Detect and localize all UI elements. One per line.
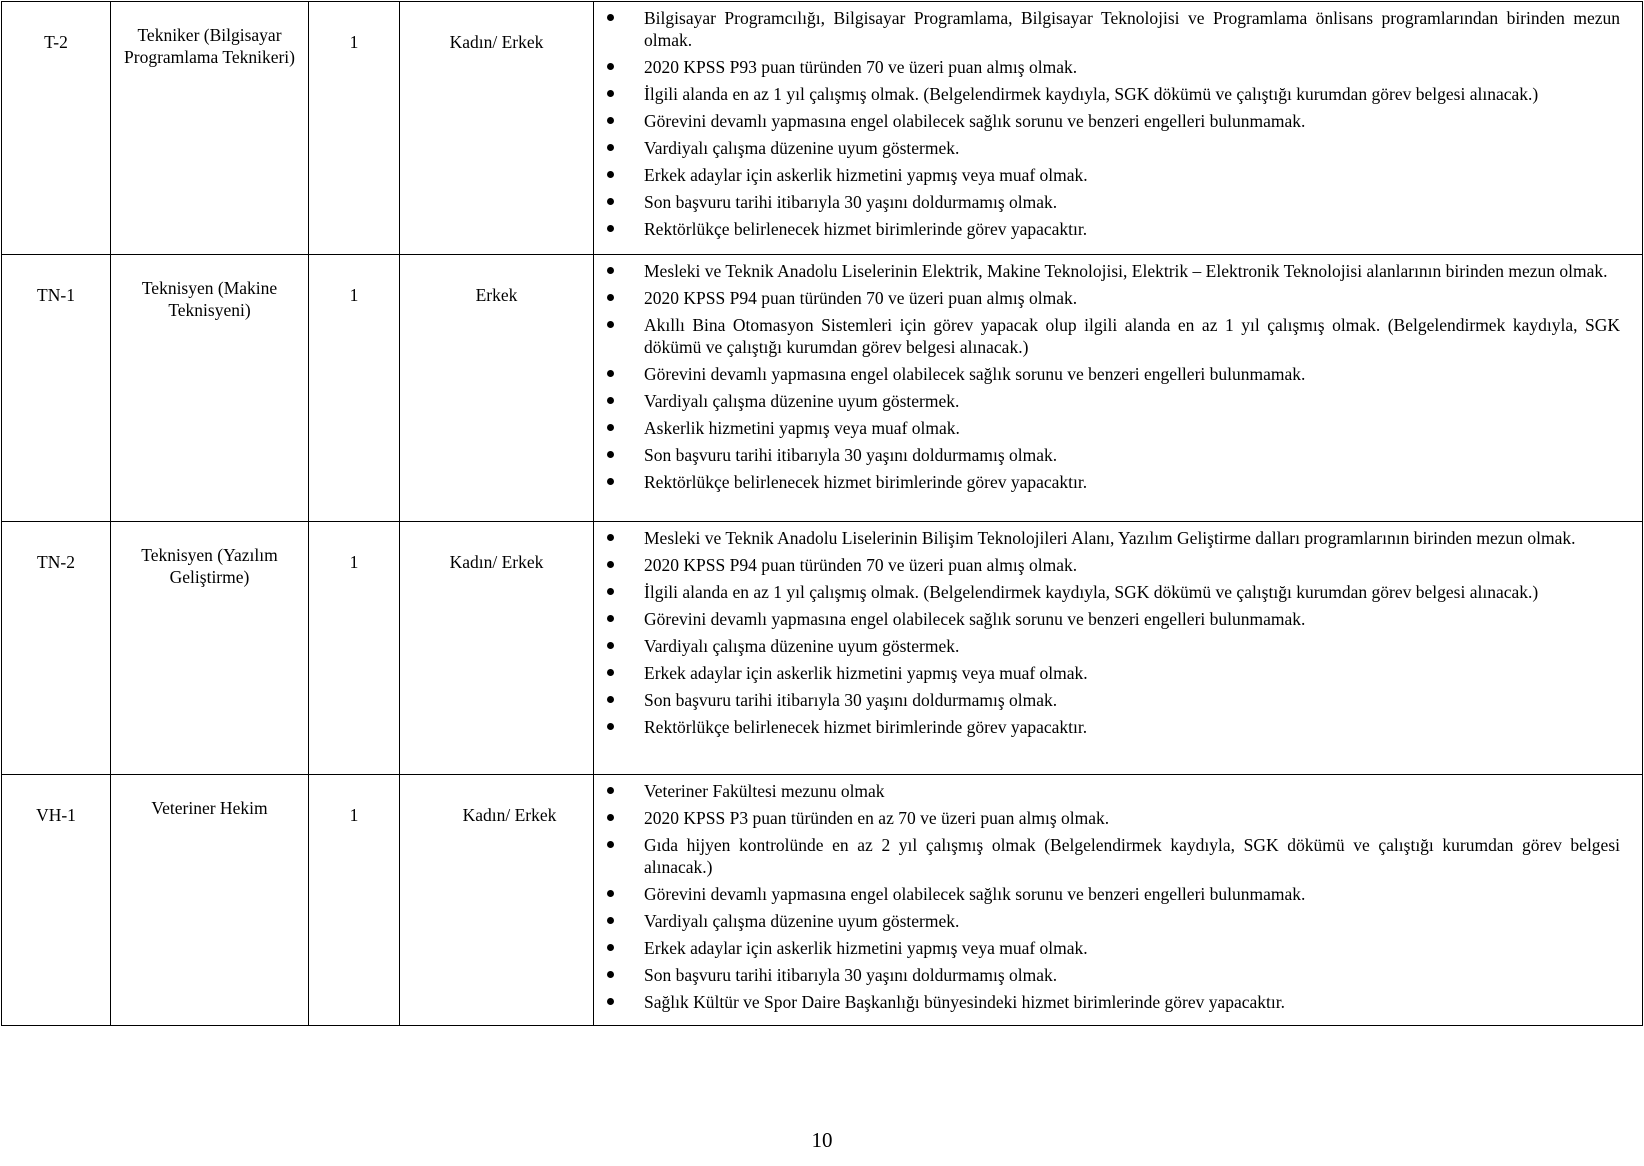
list-item (644, 191, 1620, 213)
bullet-icon (607, 642, 614, 649)
position-count-cell (309, 775, 400, 1026)
bullet-icon (607, 723, 614, 730)
position-code: TN-2 (37, 552, 75, 572)
requirement-text: Görevini devamlı yapmasına engel olabilecek sağlık sorunu ve benzeri engelleri bulunmamak. (644, 884, 1306, 904)
position-count: 1 (349, 805, 359, 825)
position-gender: Kadın/ Erkek (449, 32, 544, 52)
list-item (644, 137, 1620, 159)
position-title: Teknisyen (Makine Teknisyeni) (141, 278, 278, 320)
bullet-icon (607, 144, 614, 151)
position-code: VH-1 (36, 805, 76, 825)
requirements-cell (594, 522, 1643, 775)
requirement-text: Vardiyalı çalışma düzenine uyum göstermek. (644, 138, 960, 158)
bullet-icon (607, 225, 614, 232)
list-item (644, 218, 1620, 240)
table-row (2, 255, 1643, 522)
requirement-text: Erkek adaylar için askerlik hizmetini yapmış veya muaf olmak. (644, 663, 1088, 683)
position-title-cell (111, 2, 309, 255)
list-item (644, 689, 1620, 711)
table-row (2, 522, 1643, 775)
position-title: Teknisyen (Yazılım Geliştirme) (141, 545, 278, 587)
bullet-icon (607, 917, 614, 924)
list-item (644, 7, 1620, 51)
list-item (644, 581, 1620, 603)
requirement-text: 2020 KPSS P93 puan türünden 70 ve üzeri puan almış olmak. (644, 57, 1078, 77)
list-item (644, 527, 1620, 549)
list-item (644, 314, 1620, 358)
bullet-icon (607, 370, 614, 377)
page-number: 10 (811, 1128, 833, 1152)
position-title-cell (111, 522, 309, 775)
requirement-text: Görevini devamlı yapmasına engel olabilecek sağlık sorunu ve benzeri engelleri bulunmamak. (644, 609, 1306, 629)
bullet-icon (607, 321, 614, 328)
bullet-icon (607, 424, 614, 431)
requirements-list (594, 2, 1642, 244)
position-gender: Kadın/ Erkek (449, 552, 544, 572)
bullet-icon (607, 451, 614, 458)
requirements-list (594, 255, 1642, 497)
bullet-icon (607, 478, 614, 485)
bullet-icon (607, 588, 614, 595)
list-item (644, 287, 1620, 309)
requirement-text: Bilgisayar Programcılığı, Bilgisayar Programlama, Bilgisayar Teknolojisi ve Programlama önlisans programlarından birinden mezun olmak. (644, 8, 1620, 50)
list-item (644, 417, 1620, 439)
list-item (644, 910, 1620, 932)
list-item (644, 964, 1620, 986)
list-item (644, 554, 1620, 576)
requirements-cell (594, 255, 1643, 522)
bullet-icon (607, 294, 614, 301)
requirement-text: 2020 KPSS P94 puan türünden 70 ve üzeri puan almış olmak. (644, 288, 1078, 308)
requirement-text: Rektörlükçe belirlenecek hizmet birimlerinde görev yapacaktır. (644, 717, 1088, 737)
requirements-list (594, 775, 1642, 1017)
position-gender-cell (400, 775, 594, 1026)
requirement-text: Mesleki ve Teknik Anadolu Liselerinin Bilişim Teknolojileri Alanı, Yazılım Geliştirme dalları programlarının birinden mezun olmak. (644, 528, 1576, 548)
position-code-cell (2, 255, 111, 522)
list-item (644, 363, 1620, 385)
position-count-cell (309, 522, 400, 775)
requirement-text: Gıda hijyen kontrolünde en az 2 yıl çalışmış olmak (Belgelendirmek kaydıyla, SGK dökümü ve çalıştığı kurumdan görev belgesi alınacak.) (644, 835, 1620, 877)
requirement-text: 2020 KPSS P3 puan türünden en az 70 ve üzeri puan almış olmak. (644, 808, 1110, 828)
requirement-text: Mesleki ve Teknik Anadolu Liselerinin Elektrik, Makine Teknolojisi, Elektrik – Elektronik Teknolojisi alanlarının birinden mezun olmak. (644, 261, 1608, 281)
requirement-text: Son başvuru tarihi itibarıyla 30 yaşını doldurmamış olmak. (644, 965, 1058, 985)
position-count: 1 (349, 285, 359, 305)
bullet-icon (607, 90, 614, 97)
position-code: TN-1 (37, 285, 75, 305)
requirement-text: Vardiyalı çalışma düzenine uyum göstermek. (644, 391, 960, 411)
position-gender: Erkek (475, 285, 518, 305)
bullet-icon (607, 534, 614, 541)
requirement-text: Vardiyalı çalışma düzenine uyum göstermek. (644, 636, 960, 656)
bullet-icon (607, 397, 614, 404)
list-item (644, 807, 1620, 829)
position-title-cell (111, 255, 309, 522)
list-item (644, 937, 1620, 959)
requirement-text: Sağlık Kültür ve Spor Daire Başkanlığı bünyesindeki hizmet birimlerinde görev yapacaktır. (644, 992, 1286, 1012)
list-item (644, 260, 1620, 282)
position-title: Tekniker (Bilgisayar Programlama Teknikeri) (124, 25, 295, 67)
bullet-icon (607, 814, 614, 821)
bullet-icon (607, 267, 614, 274)
bullet-icon (607, 198, 614, 205)
list-item (644, 56, 1620, 78)
requirement-text: Veteriner Fakültesi mezunu olmak (644, 781, 885, 801)
list-item (644, 471, 1620, 493)
list-item (644, 991, 1620, 1013)
requirement-text: Görevini devamlı yapmasına engel olabilecek sağlık sorunu ve benzeri engelleri bulunmamak. (644, 364, 1306, 384)
position-code-cell (2, 2, 111, 255)
bullet-icon (607, 171, 614, 178)
position-count-cell (309, 255, 400, 522)
list-item (644, 716, 1620, 738)
bullet-icon (607, 841, 614, 848)
bullet-icon (607, 63, 614, 70)
bullet-icon (607, 998, 614, 1005)
bullet-icon (607, 971, 614, 978)
bullet-icon (607, 890, 614, 897)
requirement-text: Son başvuru tarihi itibarıyla 30 yaşını doldurmamış olmak. (644, 445, 1058, 465)
requirement-text: Erkek adaylar için askerlik hizmetini yapmış veya muaf olmak. (644, 938, 1088, 958)
requirement-text: Erkek adaylar için askerlik hizmetini yapmış veya muaf olmak. (644, 165, 1088, 185)
position-gender-cell (400, 255, 594, 522)
position-code: T-2 (44, 32, 68, 52)
requirement-text: Son başvuru tarihi itibarıyla 30 yaşını doldurmamış olmak. (644, 192, 1058, 212)
requirement-text: İlgili alanda en az 1 yıl çalışmış olmak. (Belgelendirmek kaydıyla, SGK dökümü ve çalıştığı kurumdan görev belgesi alınacak.) (644, 582, 1539, 602)
requirements-cell (594, 775, 1643, 1026)
bullet-icon (607, 787, 614, 794)
bullet-icon (607, 696, 614, 703)
list-item (644, 608, 1620, 630)
position-code-cell (2, 522, 111, 775)
list-item (644, 883, 1620, 905)
position-gender-cell (400, 522, 594, 775)
bullet-icon (607, 669, 614, 676)
table-row (2, 2, 1643, 255)
position-title-cell (111, 775, 309, 1026)
bullet-icon (607, 561, 614, 568)
requirement-text: İlgili alanda en az 1 yıl çalışmış olmak. (Belgelendirmek kaydıyla, SGK dökümü ve çalıştığı kurumdan görev belgesi alınacak.) (644, 84, 1539, 104)
bullet-icon (607, 14, 614, 21)
position-count-cell (309, 2, 400, 255)
requirements-cell (594, 2, 1643, 255)
list-item (644, 83, 1620, 105)
positions-table (1, 1, 1643, 1026)
bullet-icon (607, 615, 614, 622)
position-title: Veteriner Hekim (151, 798, 268, 818)
position-count: 1 (349, 552, 359, 572)
requirement-text: Rektörlükçe belirlenecek hizmet birimlerinde görev yapacaktır. (644, 472, 1088, 492)
requirement-text: Rektörlükçe belirlenecek hizmet birimlerinde görev yapacaktır. (644, 219, 1088, 239)
list-item (644, 780, 1620, 802)
list-item (644, 834, 1620, 878)
position-count: 1 (349, 32, 359, 52)
list-item (644, 635, 1620, 657)
bullet-icon (607, 944, 614, 951)
requirement-text: Son başvuru tarihi itibarıyla 30 yaşını doldurmamış olmak. (644, 690, 1058, 710)
list-item (644, 390, 1620, 412)
requirement-text: Askerlik hizmetini yapmış veya muaf olmak. (644, 418, 960, 438)
requirement-text: Vardiyalı çalışma düzenine uyum göstermek. (644, 911, 960, 931)
position-gender: Kadın/ Erkek (462, 805, 557, 825)
bullet-icon (607, 117, 614, 124)
requirement-text: Görevini devamlı yapmasına engel olabilecek sağlık sorunu ve benzeri engelleri bulunmamak. (644, 111, 1306, 131)
list-item (644, 444, 1620, 466)
list-item (644, 662, 1620, 684)
requirement-text: 2020 KPSS P94 puan türünden 70 ve üzeri puan almış olmak. (644, 555, 1078, 575)
list-item (644, 110, 1620, 132)
table-row (2, 775, 1643, 1026)
requirement-text: Akıllı Bina Otomasyon Sistemleri için görev yapacak olup ilgili alanda en az 1 yıl çalışmış olmak. (Belgelendirmek kaydıyla, SGK dökümü ve çalıştığı kurumdan görev belgesi alınacak.) (644, 315, 1620, 357)
requirements-list (594, 522, 1642, 742)
position-gender-cell (400, 2, 594, 255)
position-code-cell (2, 775, 111, 1026)
list-item (644, 164, 1620, 186)
